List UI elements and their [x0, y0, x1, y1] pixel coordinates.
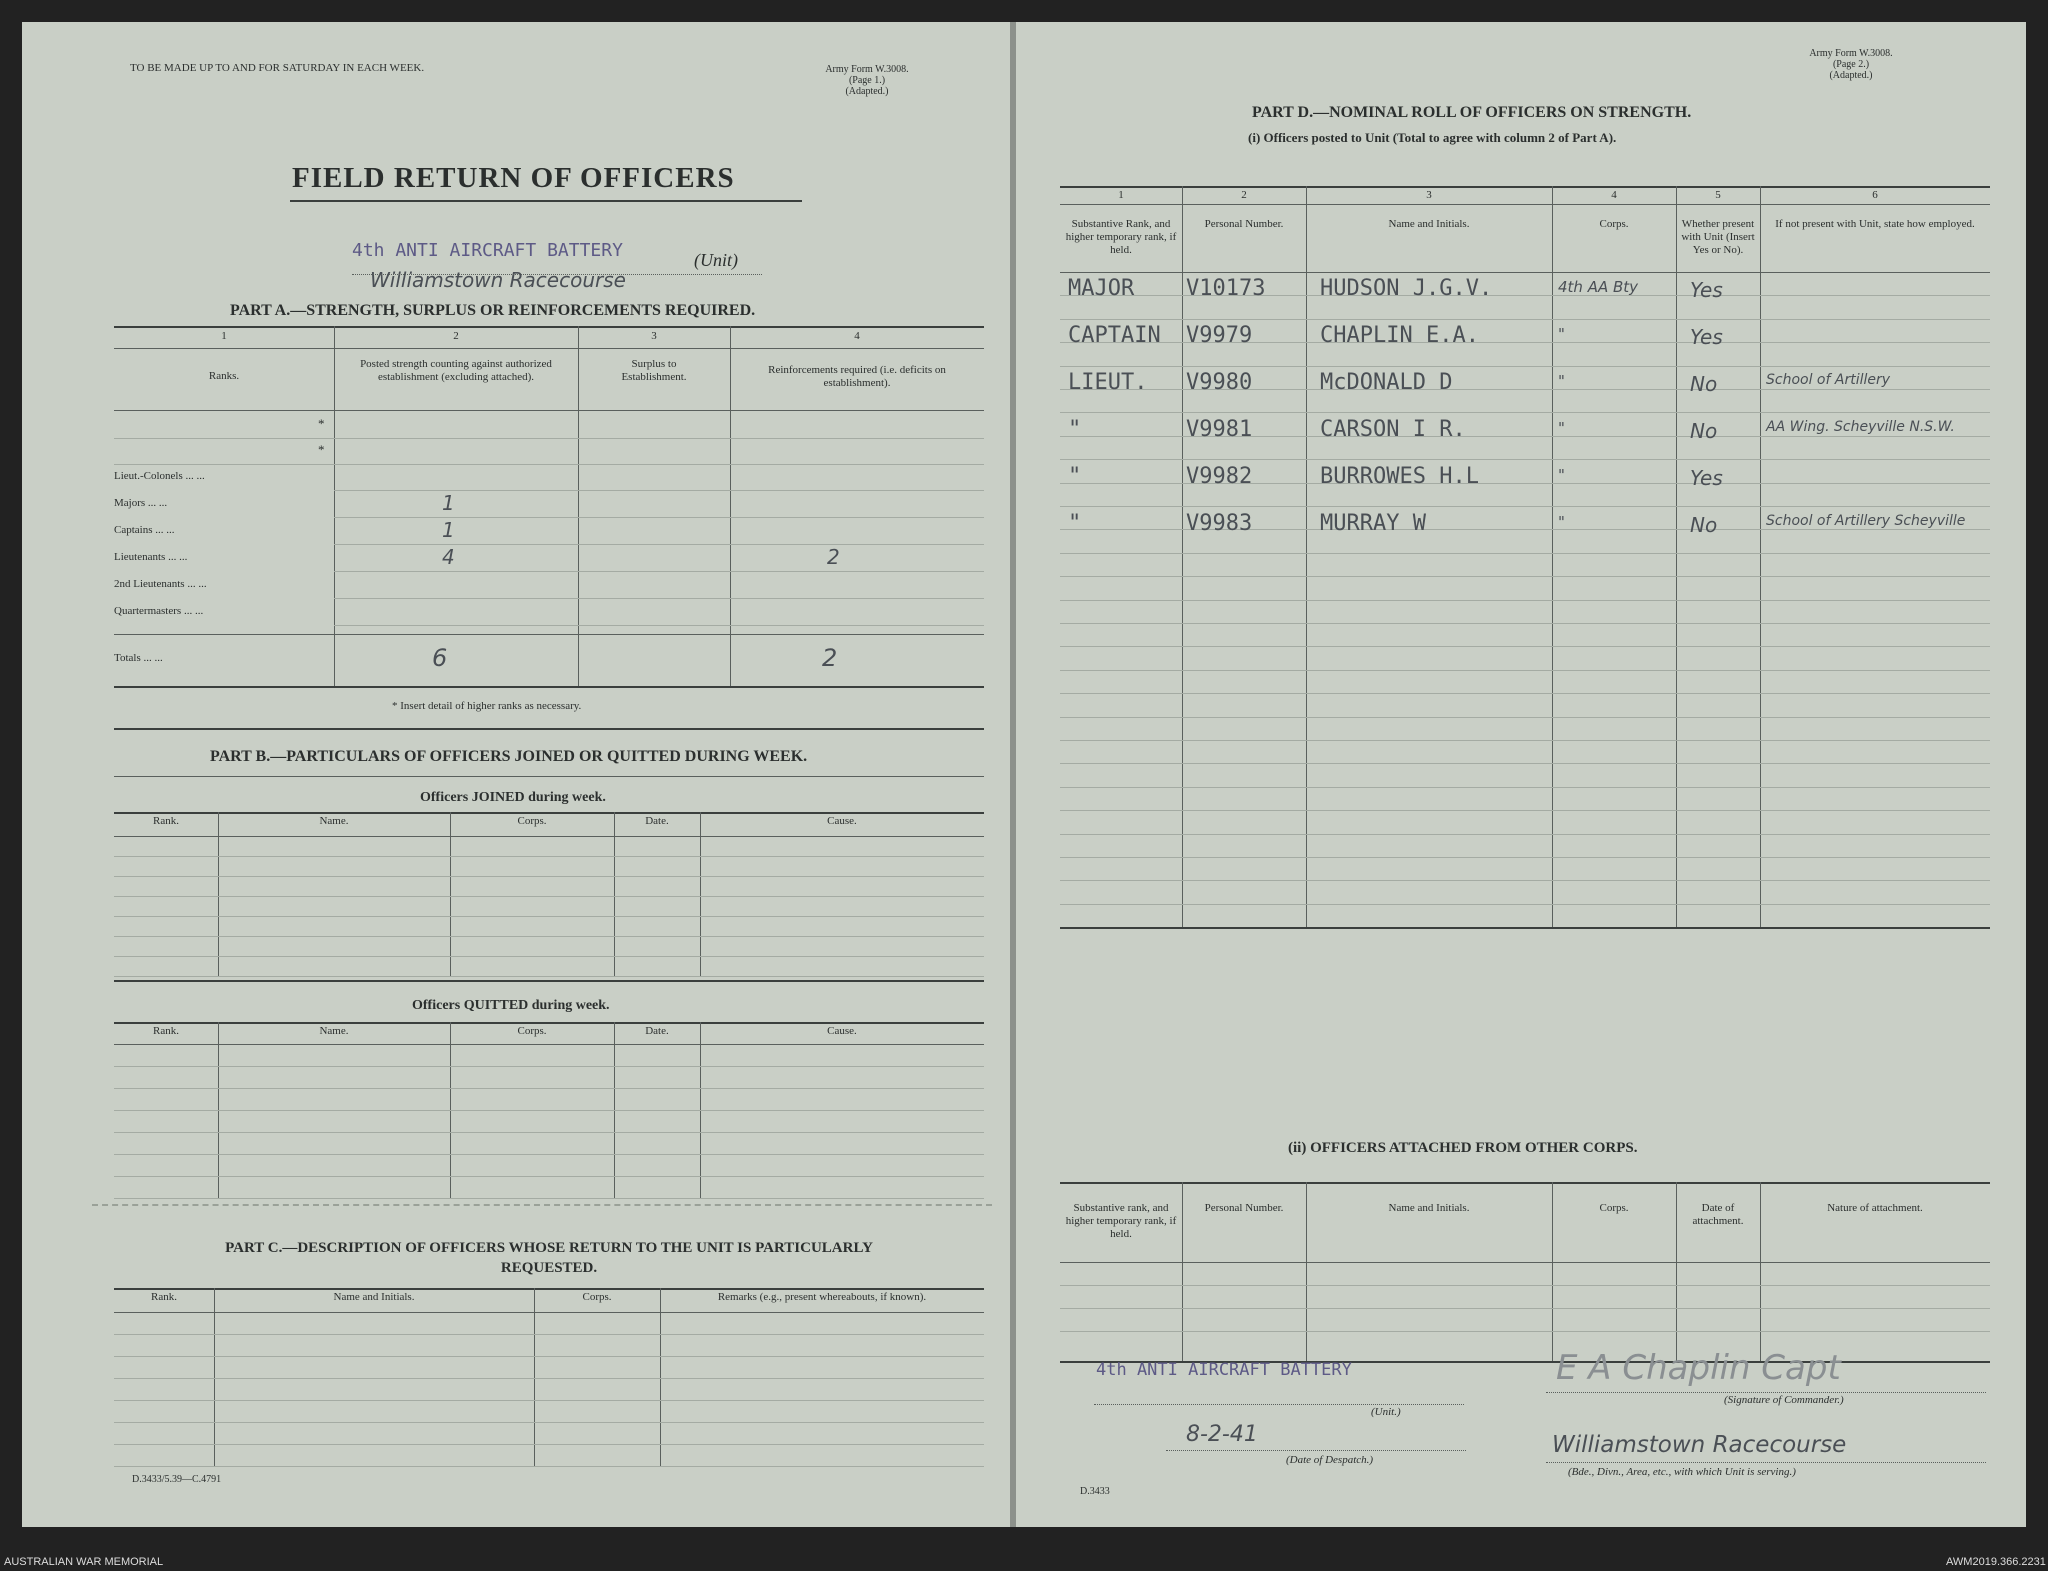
page-two: [1016, 22, 2026, 1527]
ruled-line: [1060, 459, 1990, 460]
table-column-header: Rank.: [153, 815, 179, 827]
table-column-header: Rank.: [151, 1291, 177, 1303]
table-column-divider: [1306, 186, 1307, 927]
ruled-line: [1060, 810, 1990, 811]
part-a-header-reinforcements: Reinforcements required (i.e. deficits on establishment).: [768, 364, 946, 389]
table-column-header: Corps.: [1599, 1202, 1629, 1214]
ruled-line: [1060, 670, 1990, 671]
roll-rank: LIEUT.: [1068, 370, 1148, 395]
table-column-number: 3: [1426, 189, 1432, 201]
ruled-line: [114, 936, 984, 937]
ruled-line: [1060, 600, 1990, 601]
ruled-line: [114, 1378, 984, 1379]
part-a-totals-line: [114, 634, 984, 635]
part-a-header-line: [114, 410, 984, 411]
roll-name: HUDSON J.G.V.: [1320, 276, 1493, 301]
part-b-top-line: [114, 776, 984, 777]
attached-title: (ii) OFFICERS ATTACHED FROM OTHER CORPS.: [1288, 1140, 1638, 1156]
ruled-line: [114, 1334, 984, 1335]
table-column-header: Cause.: [827, 1025, 857, 1037]
table-header-line: [1060, 272, 1990, 273]
table-column-header: Name and Initials.: [333, 1291, 415, 1303]
table-header-line: [114, 1044, 984, 1045]
part-b-separator: [114, 980, 984, 982]
ruled-line: [114, 1110, 984, 1111]
table-column-number: 6: [1872, 189, 1878, 201]
rank-label: Quartermasters ... ...: [114, 605, 204, 617]
part-d-subtitle: (i) Officers posted to Unit (Total to agree with column 2 of Part A).: [1248, 130, 1617, 145]
table-column-header: Corps.: [582, 1291, 612, 1303]
instruction-text: TO BE MADE UP TO AND FOR SATURDAY IN EACH WEEK.: [130, 62, 425, 74]
roll-name: MURRAY W: [1320, 511, 1426, 536]
table-column-header: Date.: [645, 1025, 669, 1037]
ruled-line: [1060, 576, 1990, 577]
ruled-line: [1060, 904, 1990, 905]
roll-present: Yes: [1690, 466, 1723, 490]
ruled-line: [1060, 880, 1990, 881]
table-column-divider: [1552, 1182, 1553, 1361]
posted-strength-value: 1: [442, 518, 455, 542]
ruled-line: [1060, 1285, 1990, 1286]
roll-personal-number: V9979: [1186, 323, 1253, 348]
part-a-header-ranks: Ranks.: [208, 370, 240, 382]
roll-corps: 4th AA Bty: [1558, 278, 1639, 296]
part-a-col-divider: [578, 326, 579, 686]
ruled-line: [1060, 1331, 1990, 1332]
table-column-header: Remarks (e.g., present whereabouts, if known).: [717, 1291, 927, 1303]
signature-dotted-line: [1546, 1392, 1986, 1393]
roll-present: Yes: [1690, 278, 1723, 302]
rank-label: 2nd Lieutenants ... ...: [114, 578, 207, 590]
table-top-border: [1060, 186, 1990, 188]
ruled-line: [1060, 506, 1990, 507]
form-reference: Army Form W.3008. (Page 1.) (Adapted.): [825, 64, 909, 97]
roll-rank: ": [1068, 464, 1082, 489]
ruled-line: [114, 1198, 984, 1199]
table-column-number: 4: [1611, 189, 1617, 201]
ruled-line: [1060, 412, 1990, 413]
table-column-number: 5: [1715, 189, 1721, 201]
date-dotted-line: [1166, 1450, 1466, 1451]
table-header-line: [114, 836, 984, 837]
torn-edge-line: [92, 1204, 992, 1206]
table-bottom-border: [1060, 927, 1990, 929]
roll-rank: MAJOR: [1068, 276, 1135, 301]
table-number-line: [1060, 204, 1990, 205]
ruled-line: [1060, 623, 1990, 624]
roll-rank: ": [1068, 511, 1082, 536]
table-top-border: [114, 1288, 984, 1290]
ruled-line: [114, 1154, 984, 1155]
rank-label: Captains ... ...: [114, 524, 175, 536]
table-column-header: Date.: [645, 815, 669, 827]
ruled-line: [114, 976, 984, 977]
unit-dotted-line: [1094, 1404, 1464, 1405]
ruled-line: [1060, 857, 1990, 858]
ruled-line: [114, 1356, 984, 1357]
ruled-line: [114, 956, 984, 957]
ruled-line: [334, 625, 984, 626]
part-a-header-surplus: Surplus to Establishment.: [621, 358, 687, 383]
rank-label: Majors ... ...: [114, 497, 168, 509]
footer-unit-label: (Unit.): [1371, 1406, 1401, 1418]
despatch-date-label: (Date of Despatch.): [1286, 1454, 1374, 1466]
table-column-divider: [218, 812, 219, 976]
table-header-line: [1060, 1262, 1990, 1263]
ruled-line: [114, 1400, 984, 1401]
unit-label: (Unit): [694, 250, 738, 270]
table-column-divider: [700, 812, 701, 976]
table-column-header: Substantive Rank, and higher temporary rank, if held.: [1065, 218, 1177, 256]
ruled-line: [334, 598, 984, 599]
roll-corps: ": [1558, 372, 1565, 390]
page-title: FIELD RETURN OF OFFICERS: [292, 162, 735, 194]
roll-name: BURROWES H.L: [1320, 464, 1479, 489]
star-row-marker: *: [318, 442, 325, 457]
ruled-line: [1060, 319, 1990, 320]
archive-credit: AUSTRALIAN WAR MEMORIAL: [4, 1556, 164, 1568]
ruled-line: [1060, 763, 1990, 764]
table-column-header: Nature of attachment.: [1827, 1202, 1923, 1214]
location-handwritten: Williamstown Racecourse: [370, 268, 626, 292]
page-one: [22, 22, 1012, 1527]
roll-present: Yes: [1690, 325, 1723, 349]
table-column-header: Rank.: [153, 1025, 179, 1037]
table-column-header: Personal Number.: [1204, 1202, 1284, 1214]
star-row-marker: *: [318, 416, 325, 431]
table-column-header: Corps.: [517, 815, 547, 827]
table-column-divider: [1676, 186, 1677, 927]
serving-location-label: (Bde., Divn., Area, etc., with which Unit is serving.): [1568, 1466, 1796, 1478]
roll-rank: CAPTAIN: [1068, 323, 1161, 348]
ruled-line: [334, 571, 984, 572]
posted-strength-value: 1: [442, 491, 455, 515]
form-reference: Army Form W.3008. (Page 2.) (Adapted.): [1809, 48, 1893, 81]
table-column-divider: [1552, 186, 1553, 927]
table-column-header: Cause.: [827, 815, 857, 827]
table-column-divider: [214, 1288, 215, 1466]
serving-location: Williamstown Racecourse: [1552, 1432, 1847, 1458]
ruled-line: [1060, 553, 1990, 554]
table-column-header: If not present with Unit, state how employed.: [1775, 218, 1975, 230]
ruled-line: [1060, 787, 1990, 788]
part-a-footnote: * Insert detail of higher ranks as necessary.: [392, 700, 582, 712]
roll-present: No: [1690, 419, 1718, 443]
table-column-divider: [1760, 1182, 1761, 1361]
part-a-col-number: 2: [453, 330, 459, 342]
ruled-line: [114, 856, 984, 857]
ruled-line: [114, 1088, 984, 1089]
part-a-footnote-rule: [114, 728, 984, 730]
table-column-header: Name and Initials.: [1388, 1202, 1470, 1214]
part-a-col-number: 3: [651, 330, 657, 342]
table-column-number: 1: [1118, 189, 1124, 201]
ruled-line: [114, 464, 984, 465]
roll-employment: School of Artillery: [1766, 372, 1891, 388]
roll-corps: ": [1558, 419, 1565, 437]
table-column-header: Name.: [319, 1025, 349, 1037]
part-a-col-number: 4: [854, 330, 860, 342]
table-column-divider: [1182, 186, 1183, 927]
roll-personal-number: V10173: [1186, 276, 1266, 301]
roll-corps: ": [1558, 325, 1565, 343]
part-a-top-border: [114, 326, 984, 328]
ruled-line: [1060, 1308, 1990, 1309]
ruled-line: [114, 1422, 984, 1423]
ruled-line: [114, 896, 984, 897]
roll-corps: ": [1558, 513, 1565, 531]
table-column-divider: [450, 812, 451, 976]
ruled-line: [1060, 646, 1990, 647]
part-a-header-posted: Posted strength counting against authorized establishment (excluding attached).: [360, 358, 552, 383]
part-b-title: PART B.—PARTICULARS OF OFFICERS JOINED OR QUITTED DURING WEEK.: [210, 748, 808, 765]
part-a-bottom-border: [114, 686, 984, 688]
ruled-line: [334, 490, 984, 491]
totals-posted: 6: [432, 644, 448, 672]
ruled-line: [114, 1132, 984, 1133]
ruled-line: [1060, 693, 1990, 694]
part-a-title: PART A.—STRENGTH, SURPLUS OR REINFORCEMENTS REQUIRED.: [230, 302, 756, 319]
roll-present: No: [1690, 372, 1718, 396]
ruled-line: [334, 517, 984, 518]
ruled-line: [334, 544, 984, 545]
archive-id: AWM2019.366.2231: [1946, 1556, 2046, 1568]
footer-unit-stamp: 4th ANTI AIRCRAFT BATTERY: [1096, 1360, 1352, 1380]
table-top-border: [1060, 1182, 1990, 1184]
ruled-line: [114, 1066, 984, 1067]
location-dotted-line: [1546, 1462, 1986, 1463]
table-top-border: [114, 812, 984, 814]
roll-name: McDONALD D: [1320, 370, 1453, 395]
table-column-divider: [1676, 1182, 1677, 1361]
table-column-header: Corps.: [1599, 218, 1629, 230]
roll-corps: ": [1558, 466, 1565, 484]
joined-title: Officers JOINED during week.: [420, 790, 606, 805]
part-c-title: PART C.—DESCRIPTION OF OFFICERS WHOSE RETURN TO THE UNIT IS PARTICULARLY REQUESTED.: [225, 1240, 873, 1276]
roll-personal-number: V9982: [1186, 464, 1253, 489]
table-column-header: Date of attachment.: [1692, 1202, 1744, 1227]
roll-employment: School of Artillery Scheyville: [1766, 513, 1966, 529]
posted-strength-value: 4: [442, 545, 455, 569]
table-column-header: Whether present with Unit (Insert Yes or No).: [1681, 218, 1755, 256]
unit-stamp: 4th ANTI AIRCRAFT BATTERY: [352, 240, 623, 261]
ruled-line: [114, 438, 984, 439]
ruled-line: [114, 1466, 984, 1467]
table-column-divider: [1306, 1182, 1307, 1361]
totals-label: Totals ... ...: [114, 652, 163, 664]
quitted-title: Officers QUITTED during week.: [412, 998, 610, 1013]
table-column-divider: [534, 1288, 535, 1466]
table-column-divider: [614, 812, 615, 976]
part-a-number-row-line: [114, 348, 984, 349]
ruled-line: [1060, 834, 1990, 835]
ruled-line: [114, 916, 984, 917]
part-a-col-divider: [334, 326, 335, 686]
table-column-divider: [1182, 1182, 1183, 1361]
signature-label: (Signature of Commander.): [1724, 1394, 1844, 1406]
roll-rank: ": [1068, 417, 1082, 442]
totals-reinforcements: 2: [822, 644, 838, 672]
ruled-line: [114, 1176, 984, 1177]
ruled-line: [114, 1444, 984, 1445]
reinforcements-value: 2: [827, 545, 840, 569]
roll-present: No: [1690, 513, 1718, 537]
print-code: D.3433/5.39—C.4791: [132, 1474, 222, 1485]
roll-name: CARSON I R.: [1320, 417, 1466, 442]
part-d-title: PART D.—NOMINAL ROLL OF OFFICERS ON STRENGTH.: [1252, 104, 1692, 121]
part-a-col-divider: [730, 326, 731, 686]
table-column-header: Name.: [319, 815, 349, 827]
print-code: D.3433: [1080, 1486, 1110, 1497]
rank-label: Lieut.-Colonels ... ...: [114, 470, 205, 482]
rank-label: Lieutenants ... ...: [114, 551, 188, 563]
table-column-header: Personal Number.: [1204, 218, 1284, 230]
part-a-col-number: 1: [221, 330, 227, 342]
roll-personal-number: V9981: [1186, 417, 1253, 442]
ruled-line: [114, 876, 984, 877]
table-header-line: [114, 1312, 984, 1313]
roll-personal-number: V9980: [1186, 370, 1253, 395]
roll-personal-number: V9983: [1186, 511, 1253, 536]
table-top-border: [114, 1022, 984, 1024]
table-column-header: Substantive rank, and higher temporary rank, if held.: [1065, 1202, 1177, 1240]
ruled-line: [1060, 717, 1990, 718]
despatch-date: 8-2-41: [1186, 1422, 1258, 1447]
ruled-line: [1060, 740, 1990, 741]
table-column-divider: [1760, 186, 1761, 927]
table-column-header: Name and Initials.: [1388, 218, 1470, 230]
table-column-divider: [660, 1288, 661, 1466]
title-underline: [290, 200, 802, 202]
table-column-number: 2: [1241, 189, 1247, 201]
table-column-header: Corps.: [517, 1025, 547, 1037]
roll-employment: AA Wing. Scheyville N.S.W.: [1766, 419, 1955, 435]
roll-name: CHAPLIN E.A.: [1320, 323, 1479, 348]
unit-dotted-line: [352, 274, 762, 275]
commander-signature: E A Chaplin Capt: [1556, 1348, 1841, 1388]
ruled-line: [1060, 366, 1990, 367]
